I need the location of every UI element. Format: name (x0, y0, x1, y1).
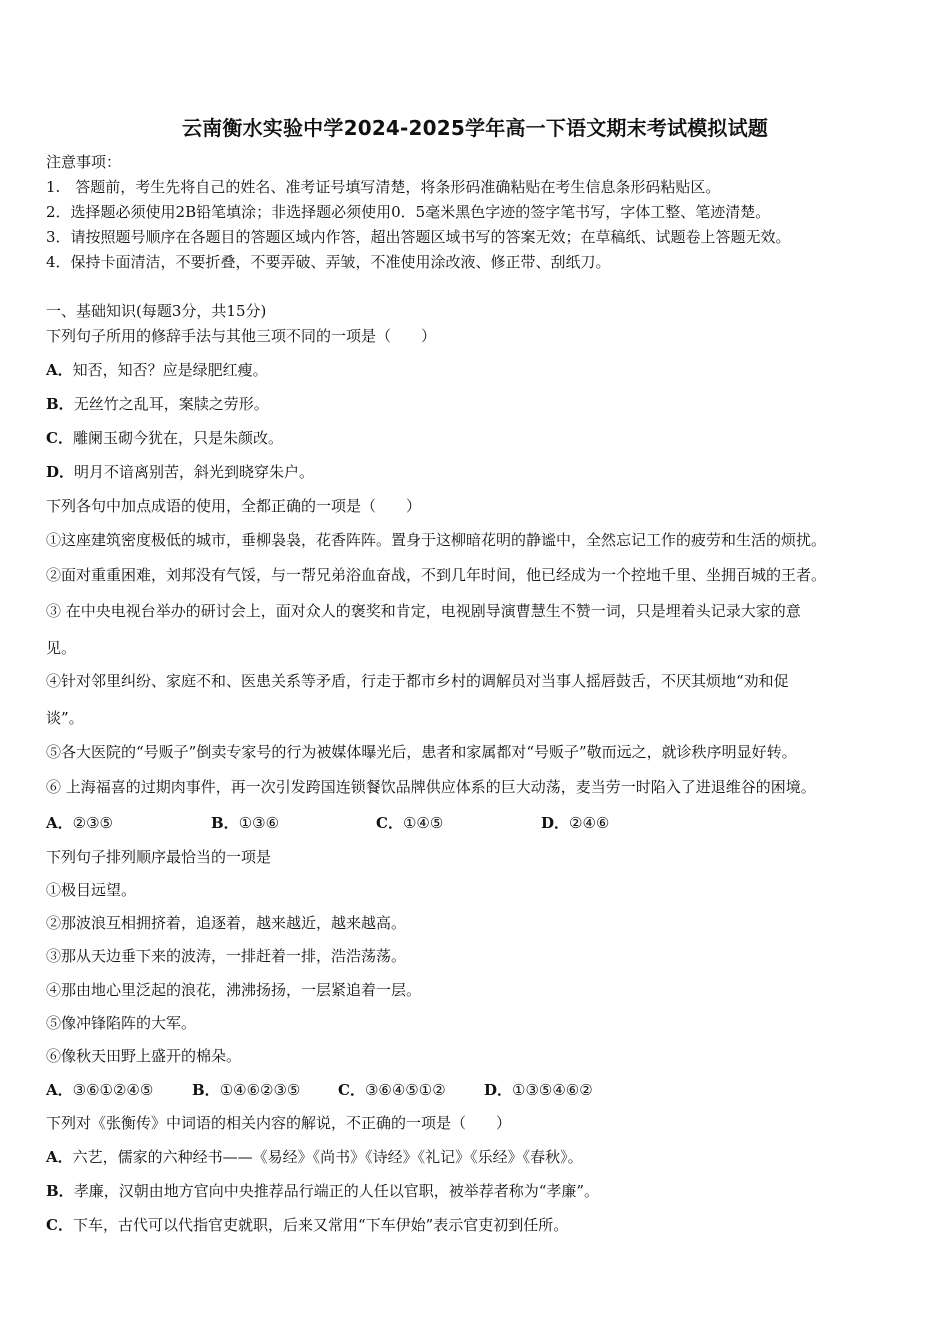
q1-option-a (46, 360, 268, 380)
notice-item-3: 3．请按照题号顺序在各题目的答题区域内作答，超出答题区域书写的答案无效；在草稿纸、试题卷上答题无效。 (46, 228, 791, 246)
option-text: 六艺，儒家的六种经书——《易经》《尚书》《诗经》《礼记》《乐经》《春秋》。 (72, 1148, 583, 1166)
section-heading: 一、基础知识(每题3分，共15分) (46, 302, 267, 320)
option-letter: B． (46, 1182, 74, 1200)
option-letter: C． (338, 1081, 365, 1099)
option-text: 下车，古代可以代指官吏就职，后来又常用“下车伊始”表示官吏初到任所。 (72, 1216, 569, 1234)
q3-item-5: ⑤像冲锋陷阵的大军。 (46, 1014, 197, 1032)
q3-item-2: ②那波浪互相拥挤着，追逐着，越来越近，越来越高。 (46, 914, 407, 932)
q3-item-4: ④那由地心里泛起的浪花，沸沸扬扬，一层紧追着一层。 (46, 981, 422, 999)
q2-option-b (211, 813, 279, 833)
q1-option-b (46, 394, 269, 414)
q2-item-4: ④针对邻里纠纷、家庭不和、医患关系等矛盾，行走于都市乡村的调解员对当事人摇唇鼓舌，不厌其烦地“劝和促 (46, 672, 789, 690)
q2-item-4-cont: 谈”。 (46, 709, 84, 727)
page-title: 云南衡水实验中学2024-2025学年高一下语文期末考试模拟试题 (181, 116, 769, 140)
option-letter: A． (46, 1148, 73, 1166)
option-text: ①③⑤④⑥② (512, 1081, 593, 1099)
option-letter: D． (484, 1081, 513, 1099)
option-text: ②④⑥ (569, 814, 610, 832)
option-text: 明月不谙离别苦，斜光到晓穿朱户。 (74, 463, 315, 481)
q1-option-d (46, 462, 314, 482)
option-letter: B． (192, 1081, 220, 1099)
option-letter: A． (46, 361, 73, 379)
notice-heading: 注意事项： (46, 153, 122, 171)
q4-option-c (46, 1215, 568, 1235)
q4-option-b (46, 1181, 599, 1201)
q2-item-5: ⑤各大医院的“号贩子”倒卖专家号的行为被媒体曝光后，患者和家属都对“号贩子”敬而远之，就诊秩序明显好转。 (46, 743, 797, 761)
option-text: ②③⑤ (72, 814, 113, 832)
option-text: ①④⑥②③⑤ (219, 1081, 301, 1099)
q2-item-1: ①这座建筑密度极低的城市，垂柳袅袅，花香阵阵。置身于这柳暗花明的静谧中，全然忘记工作的疲劳和生活的烦扰。 (46, 531, 827, 549)
q3-item-6: ⑥像秋天田野上盛开的棉朵。 (46, 1047, 242, 1065)
option-letter: D． (541, 814, 570, 832)
q2-stem: 下列各句中加点成语的使用，全都正确的一项是（ ） (46, 497, 422, 515)
option-letter: D． (46, 463, 75, 481)
q3-option-c (338, 1080, 446, 1100)
option-letter: C． (46, 429, 73, 447)
option-text: ③⑥①②④⑤ (72, 1081, 154, 1099)
option-text: 雕阑玉砌今犹在，只是朱颜改。 (72, 429, 283, 447)
q3-option-d (484, 1080, 593, 1100)
q2-item-6: ⑥ 上海福喜的过期肉事件，再一次引发跨国连锁餐饮品牌供应体系的巨大动荡，麦当劳一时陷入了进退维谷的困境。 (46, 778, 816, 796)
q2-item-3-cont: 见。 (46, 639, 77, 657)
q4-stem: 下列对《张衡传》中词语的相关内容的解说，不正确的一项是（ ） (46, 1114, 512, 1132)
option-letter: C． (46, 1216, 73, 1234)
notice-item-1: 1. 答题前，考生先将自己的姓名、准考证号填写清楚，将条形码准确粘贴在考生信息条形码粘贴区。 (46, 178, 721, 196)
option-letter: B． (46, 395, 74, 413)
option-text: ①③⑥ (238, 814, 280, 832)
q3-stem: 下列句子排列顺序最恰当的一项是 (46, 848, 272, 866)
q2-item-3: ③ 在中央电视台举办的研讨会上，面对众人的褒奖和肯定，电视剧导演曹慧生不赞一词，只是埋着头记录大家的意 (46, 602, 801, 620)
q3-option-b (192, 1080, 300, 1100)
option-letter: A． (46, 1081, 73, 1099)
notice-item-2: 2．选择题必须使用2B铅笔填涂；非选择题必须使用0．5毫米黑色字迹的签字笔书写，字体工整、笔迹清楚。 (46, 203, 771, 221)
q3-option-a (46, 1080, 153, 1100)
option-letter: B． (211, 814, 239, 832)
q1-option-c (46, 428, 283, 448)
q2-item-2: ②面对重重困难，刘邦没有气馁，与一帮兄弟浴血奋战，不到几年时间，他已经成为一个控地千里、坐拥百城的王者。 (46, 566, 827, 584)
q3-item-3: ③那从天边垂下来的波涛，一排赶着一排，浩浩荡荡。 (46, 947, 407, 965)
notice-item-4: 4．保持卡面清洁，不要折叠，不要弄破、弄皱，不准使用涂改液、修正带、刮纸刀。 (46, 253, 611, 271)
option-text: ③⑥④⑤①② (364, 1081, 446, 1099)
q3-item-1: ①极目远望。 (46, 881, 137, 899)
q1-stem: 下列句子所用的修辞手法与其他三项不同的一项是（ ） (46, 327, 437, 345)
option-text: ①④⑤ (402, 814, 444, 832)
q2-option-d (541, 813, 609, 833)
option-text: 孝廉，汉朝由地方官向中央推荐品行端正的人任以官职，被举荐者称为“孝廉”。 (73, 1182, 600, 1200)
option-letter: A． (46, 814, 73, 832)
option-letter: C． (376, 814, 403, 832)
q4-option-a (46, 1147, 583, 1167)
option-text: 知否，知否？应是绿肥红瘦。 (72, 361, 268, 379)
q2-option-a (46, 813, 113, 833)
option-text: 无丝竹之乱耳，案牍之劳形。 (73, 395, 269, 413)
q2-option-c (376, 813, 443, 833)
